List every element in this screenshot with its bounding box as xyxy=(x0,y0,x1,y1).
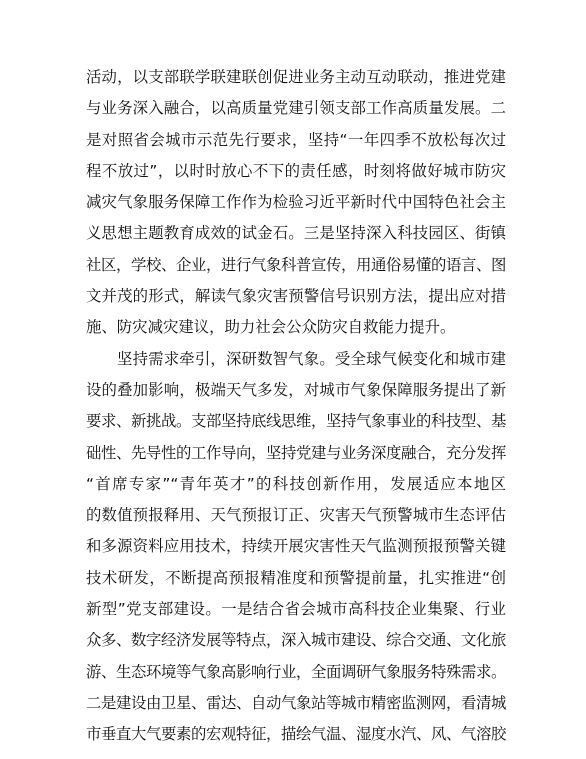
text-line: 的数值预报释用、天气预报订正、灾害天气预警城市生态评估 xyxy=(86,506,506,525)
text-line: 文并茂的形式，解读气象灾害预警信号识别方法，提出应对措 xyxy=(86,287,506,306)
text-line: 义思想主题教育成效的试金石。三是坚持深入科技园区、街镇 xyxy=(86,224,506,243)
paragraph-1 xyxy=(86,62,506,344)
text-line: 二是建设由卫星、雷达、自动气象站等城市精密监测网，看清城 xyxy=(86,693,506,712)
text-line: 设的叠加影响，极端天气多发，对城市气象保障服务提出了新 xyxy=(86,380,506,399)
text-line: “首席专家”“青年英才”的科技创新作用，发展适应本地区 xyxy=(86,474,506,493)
text-line: 施、防灾减灾建议，助力社会公众防灾自救能力提升。 xyxy=(86,318,456,337)
text-line: 减灾气象服务保障工作作为检验习近平新时代中国特色社会主 xyxy=(86,193,506,212)
text-line: 新型”党支部建设。一是结合省会城市高科技企业集聚、行业 xyxy=(86,600,506,619)
text-line: 程不放过”，以时时放心不下的责任感，时刻将做好城市防灾 xyxy=(86,161,506,180)
paragraph-2 xyxy=(86,344,506,751)
text-line: 市垂直大气要素的宏观特征，描绘气温、湿度水汽、风、气溶胶 xyxy=(86,725,506,744)
text-line: 坚持需求牵引，深研数智气象。受全球气候变化和城市建 xyxy=(117,349,506,368)
text-line: 游、生态环境等气象高影响行业，全面调研气象服务特殊需求。 xyxy=(86,662,506,681)
text-line: 技术研发，不断提高预报精准度和预警提前量，扎实推进“创 xyxy=(86,568,506,587)
text-line: 是对照省会城市示范先行要求，坚持“一年四季不放松每次过 xyxy=(86,130,506,149)
text-line: 与业务深入融合，以高质量党建引领支部工作高质量发展。二 xyxy=(86,99,506,118)
text-line: 础性、先导性的工作导向，坚持党建与业务深度融合，充分发挥 xyxy=(86,443,506,462)
text-line: 和多源资料应用技术，持续开展灾害性天气监测预报预警关键 xyxy=(86,537,506,556)
document-body xyxy=(86,62,506,751)
text-line: 要求、新挑战。支部坚持底线思维，坚持气象事业的科技型、基 xyxy=(86,412,506,431)
text-line: 社区，学校、企业，进行气象科普宣传，用通俗易懂的语言、图 xyxy=(86,255,506,274)
text-line: 众多、数字经济发展等特点，深入城市建设、综合交通、文化旅 xyxy=(86,631,506,650)
text-line: 活动，以支部联学联建联创促进业务主动互动联动，推进党建 xyxy=(86,68,506,86)
